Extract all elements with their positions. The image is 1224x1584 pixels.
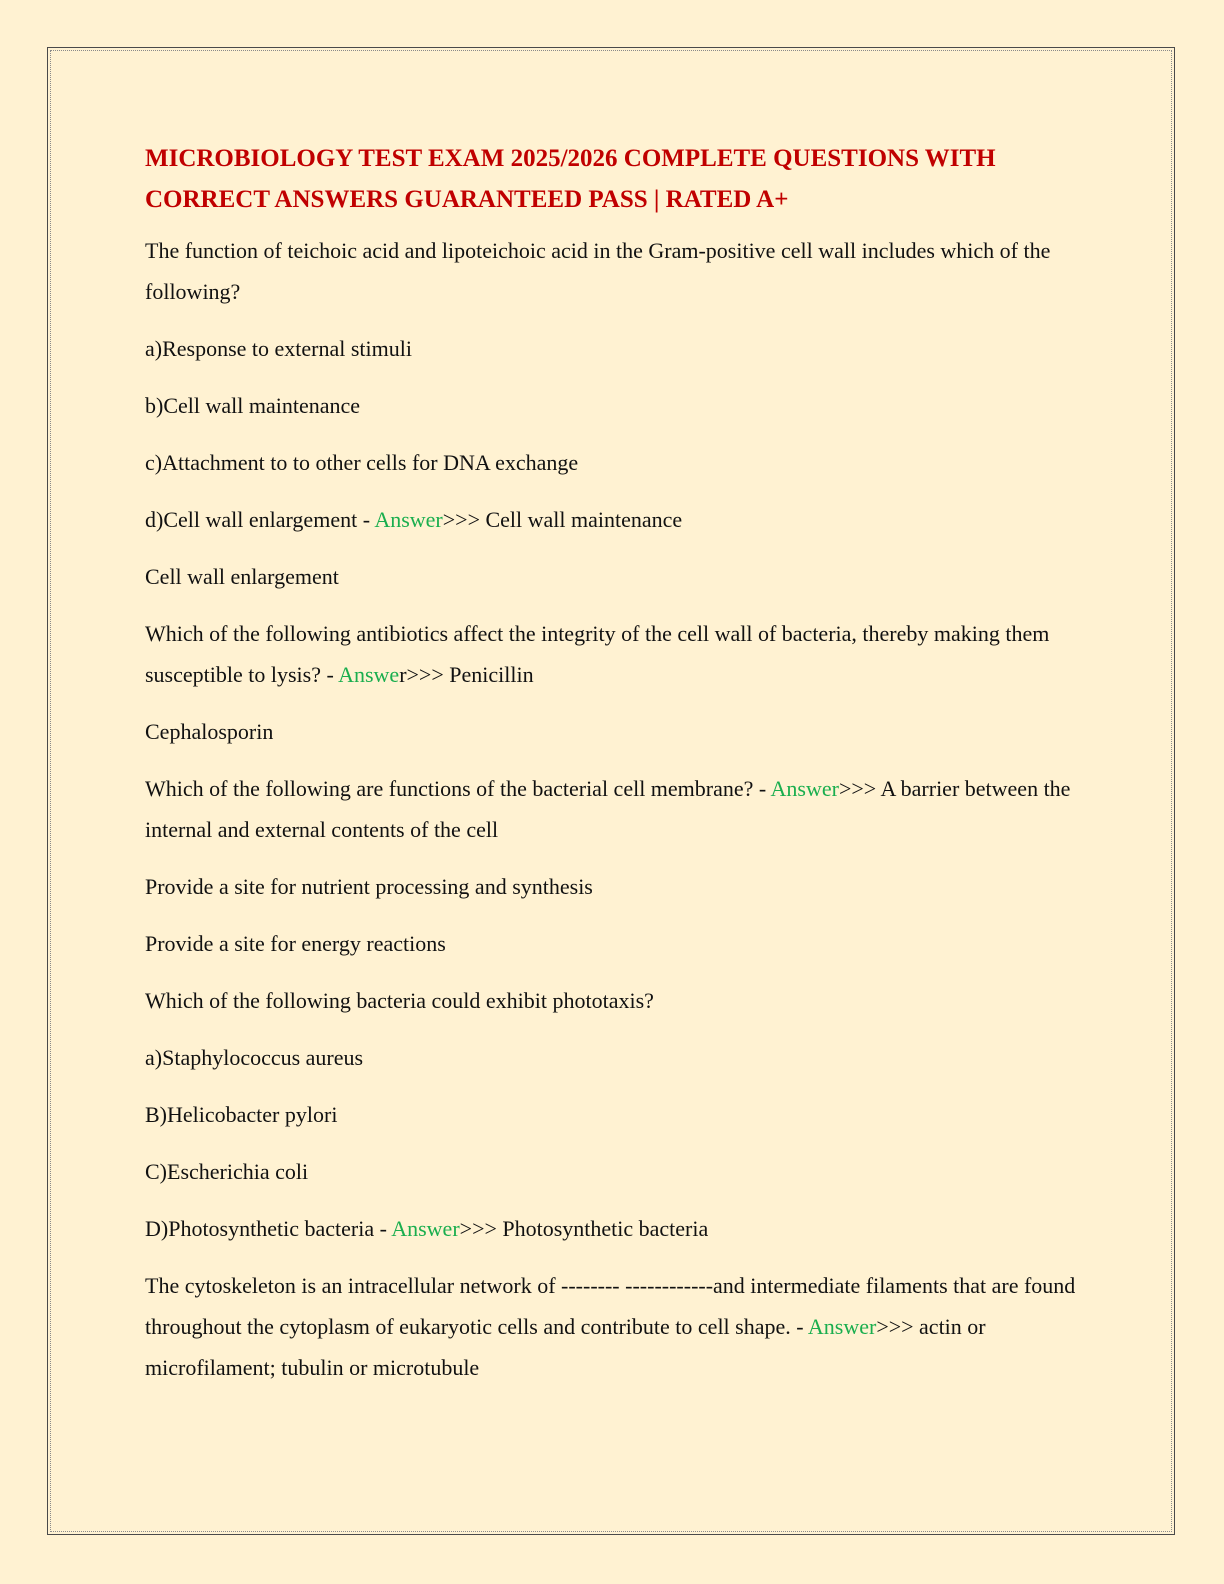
paragraph-text: Which of the following are functions of the bacterial cell membrane? -: [145, 776, 771, 801]
paragraph-text: The function of teichoic acid and lipoteichoic acid in the Gram-positive cell wall includes which of the following?: [145, 238, 1051, 304]
paragraph: [145, 385, 1085, 426]
paragraph-text: Which of the following antibiotics affect the integrity of the cell wall of bacteria, thereby making them susceptible to lysis? -: [145, 621, 1050, 687]
paragraph: [145, 1037, 1085, 1078]
paragraph-text: b)Cell wall maintenance: [145, 393, 361, 418]
paragraph-text: r>>> Penicillin: [399, 662, 534, 687]
paragraph: [145, 1208, 1085, 1249]
paragraph: [145, 613, 1085, 695]
question-list: [145, 230, 1085, 1388]
answer-label: Answe: [338, 662, 400, 687]
answer-label: Answer: [770, 776, 839, 801]
paragraph: [145, 230, 1085, 312]
paragraph-text: C)Escherichia coli: [145, 1159, 309, 1184]
paragraph: [145, 1265, 1085, 1388]
paragraph: [145, 711, 1085, 752]
paragraph: [145, 866, 1085, 907]
paragraph: [145, 556, 1085, 597]
paragraph-text: D)Photosynthetic bacteria -: [145, 1216, 392, 1241]
paragraph-text: a)Response to external stimuli: [145, 336, 412, 361]
paragraph-text: Which of the following bacteria could exhibit phototaxis?: [145, 988, 654, 1013]
paragraph: [145, 1151, 1085, 1192]
paragraph-text: The cytoskeleton is an intracellular network of -------- ------------and intermediate filaments that are found throughout the cytoplasm of eukaryotic cells and contribute to cell shape. -: [145, 1273, 1076, 1339]
paragraph: [145, 980, 1085, 1021]
paragraph: [145, 923, 1085, 964]
paragraph: [145, 499, 1085, 540]
paragraph: [145, 328, 1085, 369]
paragraph-text: >>> actin or microfilament; tubulin or microtubule: [145, 1314, 986, 1380]
paragraph: [145, 1094, 1085, 1135]
paragraph-text: c)Attachment to to other cells for DNA exchange: [145, 450, 579, 475]
answer-label: Answer: [391, 1216, 460, 1241]
paragraph-text: B)Helicobacter pylori: [145, 1102, 338, 1127]
paragraph-text: >>> Photosynthetic bacteria: [459, 1216, 709, 1241]
paragraph: [145, 442, 1085, 483]
paragraph-text: Cephalosporin: [145, 719, 274, 744]
paragraph-text: d)Cell wall enlargement -: [145, 507, 375, 532]
document-title: MICROBIOLOGY TEST EXAM 2025/2026 COMPLETE QUESTIONS WITH CORRECT ANSWERS GUARANTEED PASS | RATED A+: [145, 145, 996, 213]
document-body: [145, 138, 1085, 1404]
answer-label: Answer: [374, 507, 443, 532]
paragraph: [145, 768, 1085, 850]
paragraph-text: >>> A barrier between the internal and external contents of the cell: [145, 776, 1071, 842]
paragraph-text: Cell wall enlargement: [145, 564, 339, 589]
paragraph-text: a)Staphylococcus aureus: [145, 1045, 364, 1070]
paragraph-text: Provide a site for energy reactions: [145, 931, 446, 956]
answer-label: Answer: [807, 1314, 877, 1339]
paragraph-text: Provide a site for nutrient processing and synthesis: [145, 874, 593, 899]
paragraph-text: >>> Cell wall maintenance: [442, 507, 683, 532]
